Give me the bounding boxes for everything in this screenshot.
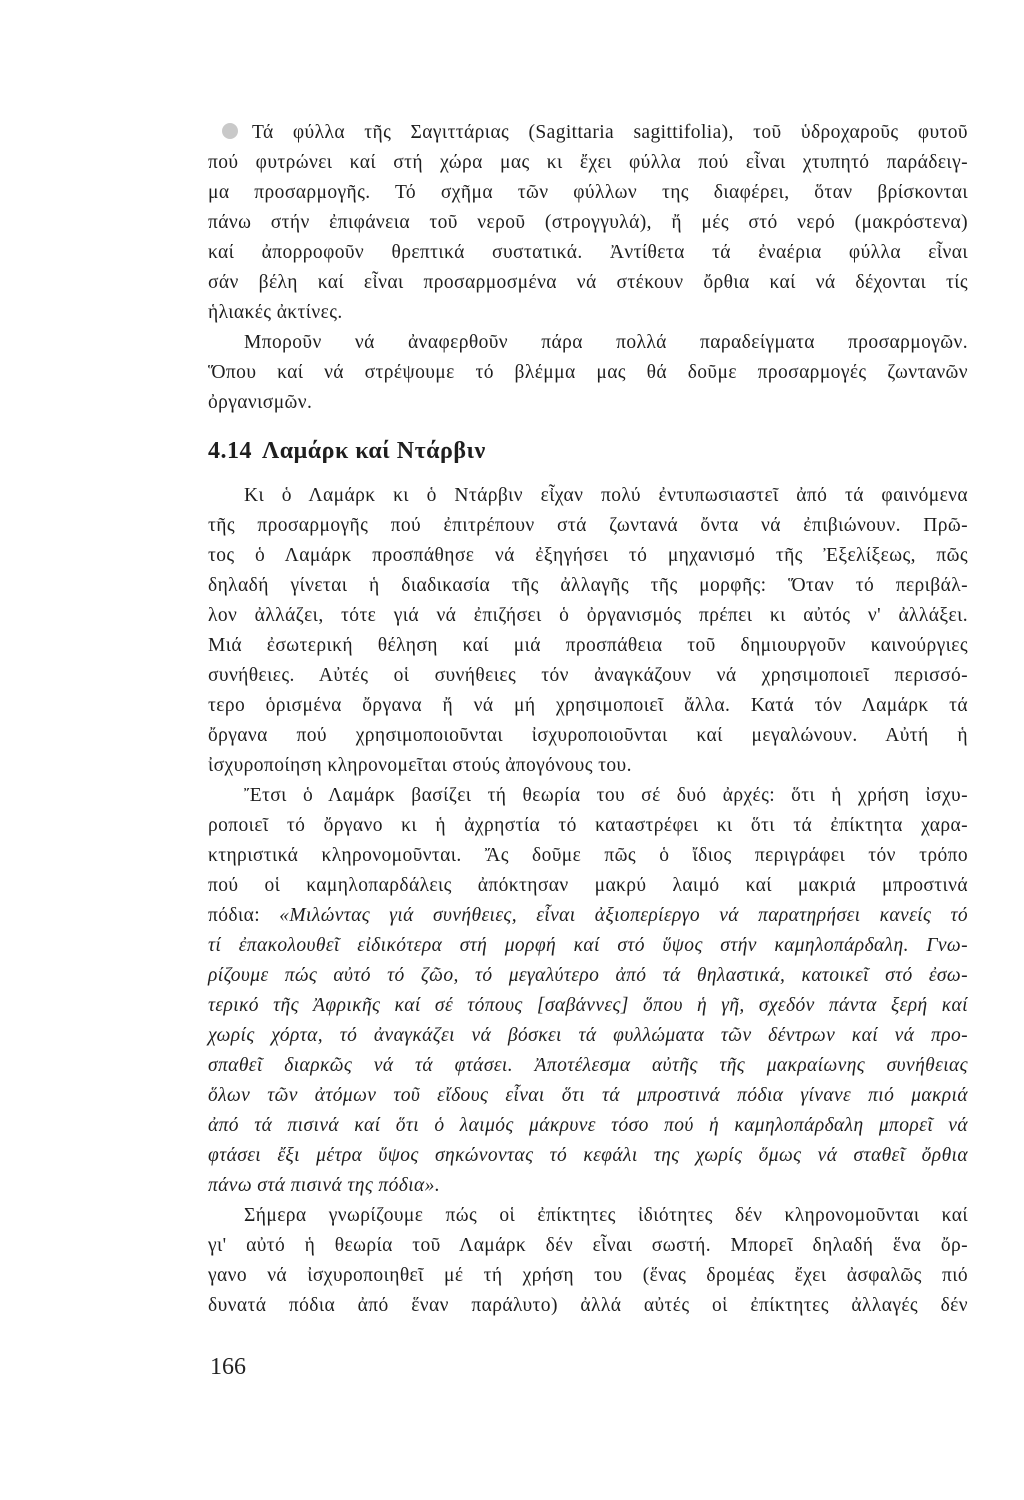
paragraph-lamarck-darwin <box>208 481 968 781</box>
paragraph-lamarck-giraffe <box>208 781 968 1201</box>
para2-line-1: Ὅπου καί νά στρέψουμε τό βλέμμα μας θά δοῦμε προσαρμογές ζωντανῶν <box>208 362 968 383</box>
para3-line-9: ἰσχυροποίηση κληρονομεῖται στούς ἀπογόνους του. <box>208 755 632 776</box>
para3-line-7: τερο ὁρισμένα ὄργανα ἤ νά μή χρησιμοποιεῖ ἄλλα. Κατά τόν Λαμάρκ τά <box>208 695 968 716</box>
para4-line-1: ροποιεῖ τό ὄργανο κι ἡ ἀχρηστία τό καταστρέφει κι ὅτι τά ἐπίκτητα χαρα- <box>208 815 968 836</box>
quote-line-5: ὅλων τῶν ἀτόμων τοῦ εἴδους εἶναι ὅτι τά μπροστινά πόδια γίνανε πιό μακριά <box>208 1085 968 1106</box>
section-heading <box>208 438 968 465</box>
bullet-dot-icon <box>222 123 238 139</box>
quote-line-1: ρίζουμε πώς αὐτό τό ζῶο, τό μεγαλύτερο ἀπό τά θηλαστικά, κατοικεῖ στό ἐσω- <box>208 965 968 986</box>
para5-line-1: γι' αὐτό ἡ θεωρία τοῦ Λαμάρκ δέν εἶναι σωστή. Μπορεῖ δηλαδή ἕνα ὄρ- <box>208 1235 968 1256</box>
paragraph-examples <box>208 328 968 418</box>
page-number: 166 <box>210 1354 246 1380</box>
paragraph-sagittaria <box>208 118 968 328</box>
para1-line-0: Τά φύλλα τῆς Σαγιττάριας (Sagittaria sagittifolia), τοῦ ὑδροχαροῦς φυτοῦ <box>252 122 968 143</box>
quote-start: «Μιλώντας γιά συνήθειες, εἶναι ἀξιοπερίεργο νά παρατηρήσει κανείς τό <box>279 905 969 926</box>
para3-line-3: δηλαδή γίνεται ἡ διαδικασία τῆς ἀλλαγῆς τῆς μορφῆς: Ὅταν τό περιβάλ- <box>208 575 968 596</box>
para3-line-2: τος ὁ Λαμάρκ προσπάθησε νά ἐξηγήσει τό μηχανισμό τῆς Ἐξελίξεως, πῶς <box>208 545 968 566</box>
para1-line-2: μα προσαρμογῆς. Τό σχῆμα τῶν φύλλων της διαφέρει, ὅταν βρίσκονται <box>208 182 968 203</box>
para5-line-0: Σήμερα γνωρίζουμε πώς οἱ ἐπίκτητες ἰδιότητες δέν κληρονομοῦνται καί <box>244 1205 968 1226</box>
quote-line-7: φτάσει ἔξι μέτρα ὕψος σηκώνοντας τό κεφάλι της χωρίς ὅμως νά σταθεῖ ὄρθια <box>208 1145 968 1166</box>
section-number: 4.14 <box>208 438 252 464</box>
para5-line-3: δυνατά πόδια ἀπό ἕναν παράλυτο) ἀλλά αὐτές οἱ ἐπίκτητες ἀλλαγές δέν <box>208 1295 968 1316</box>
para3-line-5: Μιά ἐσωτερική θέληση καί μιά προσπάθεια τοῦ δημιουργοῦν καινούργιες <box>208 635 968 656</box>
para3-line-4: λον ἀλλάζει, τότε γιά νά ἐπιζήσει ὁ ὀργανισμός πρέπει κι αὐτός ν' ἀλλάξει. <box>208 605 968 626</box>
para2-line-2: ὀργανισμῶν. <box>208 392 313 413</box>
paragraph-today <box>208 1201 968 1321</box>
para2-line-0: Μποροῦν νά ἀναφερθοῦν πάρα πολλά παραδείγματα προσαρμογῶν. <box>244 332 968 353</box>
para4-line-3: πού οἱ καμηλοπαρδάλεις ἀπόκτησαν μακρύ λαιμό καί μακριά μπροστινά <box>208 875 968 896</box>
quote-line-4: σπαθεῖ διαρκῶς νά τά φτάσει. Ἀποτέλεσμα αὐτῆς τῆς μακραίωνης συνήθειας <box>208 1055 968 1076</box>
para1-line-3: πάνω στήν ἐπιφάνεια τοῦ νεροῦ (στρογγυλά), ἤ μές στό νερό (μακρόστενα) <box>208 212 968 233</box>
quote-line-3: χωρίς χόρτα, τό ἀναγκάζει νά βόσκει τά φυλλώματα τῶν δέντρων καί νά προ- <box>208 1025 968 1046</box>
para1-line-4: καί ἀπορροφοῦν θρεπτικά συστατικά. Ἀντίθετα τά ἐναέρια φύλλα εἶναι <box>208 242 968 263</box>
page-body <box>208 118 968 1321</box>
para1-line-6: ἡλιακές ἀκτίνες. <box>208 302 343 323</box>
para4-line-0: Ἔτσι ὁ Λαμάρκ βασίζει τή θεωρία του σέ δυό ἀρχές: ὅτι ἡ χρήση ἰσχυ- <box>244 785 968 806</box>
quote-line-0: τί ἐπακολουθεῖ εἰδικότερα στή μορφή καί στό ὕψος στήν καμηλοπάρδαλη. Γνω- <box>208 935 968 956</box>
para3-line-6: συνήθειες. Αὐτές οἱ συνήθειες τόν ἀναγκάζουν νά χρησιμοποιεῖ περισσό- <box>208 665 968 686</box>
para4-line-4-prefix: πόδια: <box>208 905 280 926</box>
para4-line-2: κτηριστικά κληρονομοῦνται. Ἄς δοῦμε πῶς ὁ ἴδιος περιγράφει τόν τρόπο <box>208 845 968 866</box>
para3-line-8: ὄργανα πού χρησιμοποιοῦνται ἰσχυροποιοῦνται καί μεγαλώνουν. Αὐτή ἡ <box>208 725 968 746</box>
quote-line-8: πάνω στά πισινά της πόδια». <box>208 1175 441 1196</box>
section-title: Λαμάρκ καί Ντάρβιν <box>262 438 486 464</box>
para3-line-0: Κι ὁ Λαμάρκ κι ὁ Ντάρβιν εἶχαν πολύ ἐντυπωσιαστεῖ ἀπό τά φαινόμενα <box>244 485 968 506</box>
para5-line-2: γανο νά ἰσχυροποιηθεῖ μέ τή χρήση του (ἕνας δρομέας ἔχει ἀσφαλῶς πιό <box>208 1265 968 1286</box>
para1-line-5: σάν βέλη καί εἶναι προσαρμοσμένα νά στέκουν ὄρθια καί νά δέχονται τίς <box>208 272 968 293</box>
para3-line-1: τῆς προσαρμογῆς πού ἐπιτρέπουν στά ζωντανά ὄντα νά ἐπιβιώνουν. Πρῶ- <box>208 515 968 536</box>
para1-line-1: πού φυτρώνει καί στή χώρα μας κι ἔχει φύλλα πού εἶναι χτυπητό παράδειγ- <box>208 152 968 173</box>
quote-line-6: ἀπό τά πισινά καί ὅτι ὁ λαιμός μάκρυνε τόσο πού ἡ καμηλοπάρδαλη μπορεῖ νά <box>208 1115 968 1136</box>
quote-line-2: τερικό τῆς Ἀφρικῆς καί σέ τόπους [σαβάννες] ὅπου ἡ γῆ, σχεδόν πάντα ξερή καί <box>208 995 968 1016</box>
